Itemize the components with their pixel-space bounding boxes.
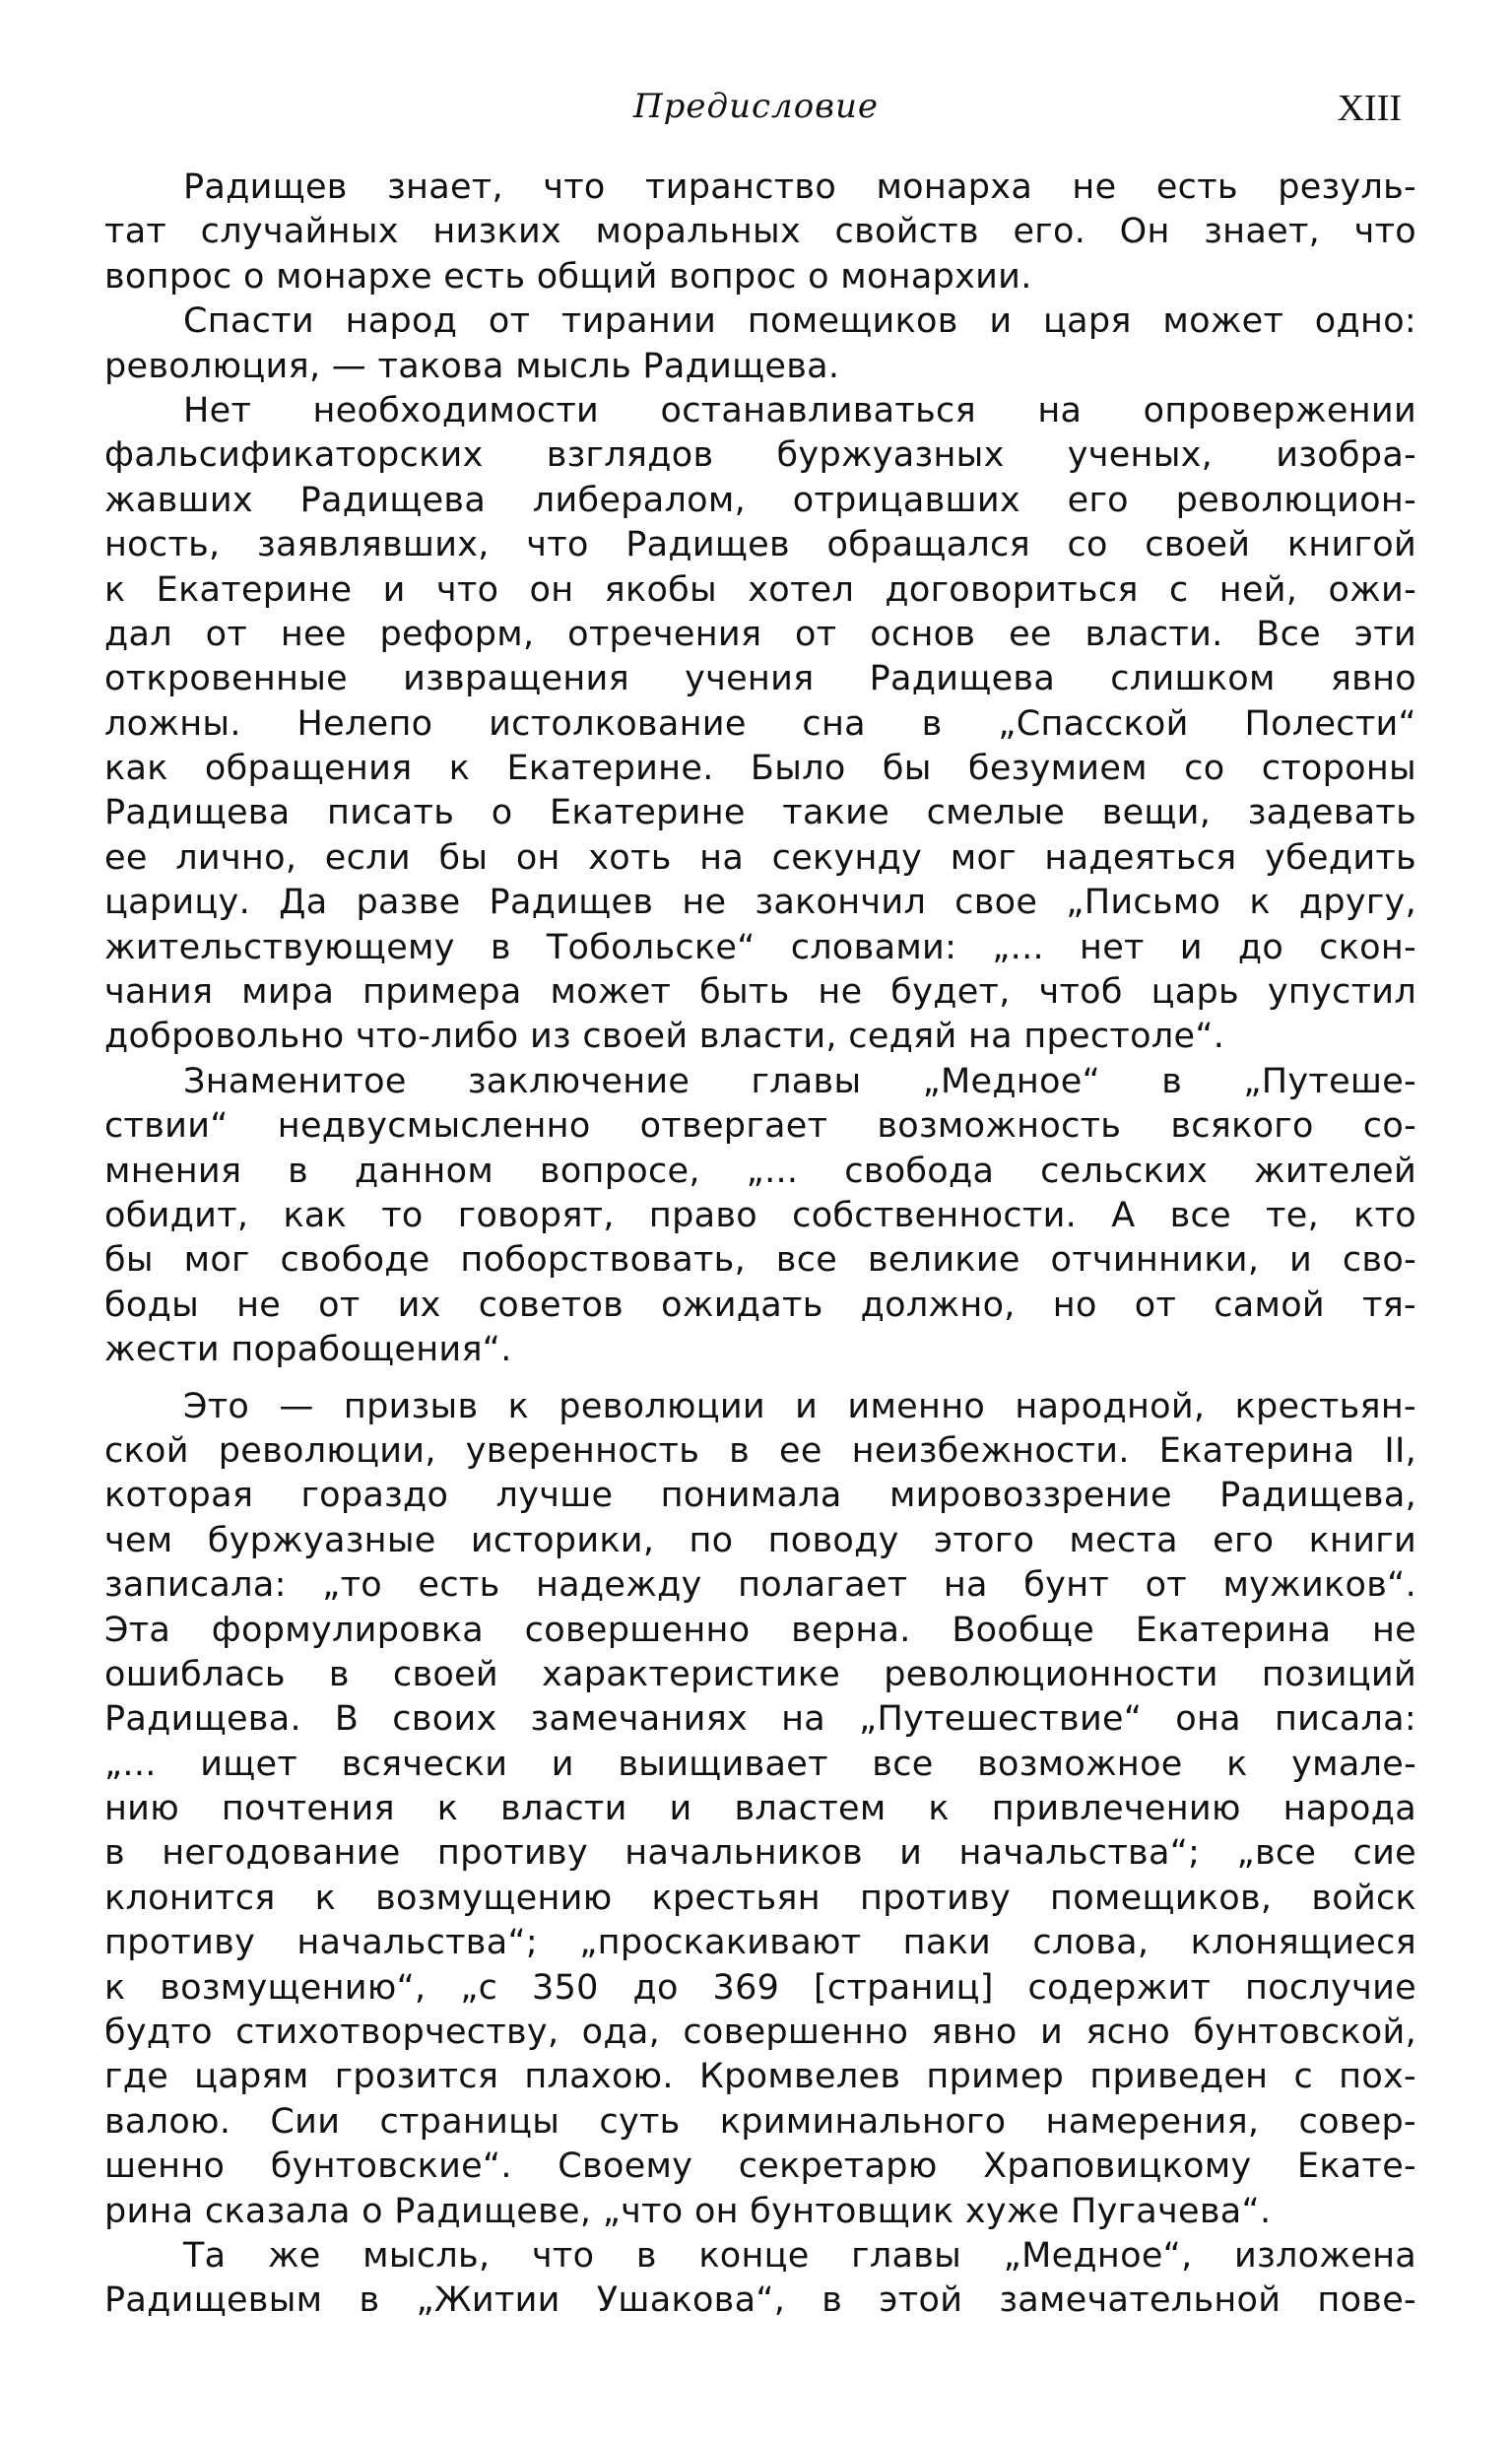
page-body	[104, 165, 1416, 2324]
text-line: ее лично, если бы он хоть на секунду мог надеяться убедить	[104, 837, 1416, 878]
paragraph	[104, 165, 1416, 299]
text-line: записала: „то есть надежду полагает на бунт от мужиков“.	[104, 1565, 1416, 1606]
text-line: которая гораздо лучше понимала мировоззрение Радищева,	[104, 1476, 1416, 1516]
text-line: царицу. Да разве Радищев не закончил свое „Письмо к другу,	[104, 883, 1416, 923]
text-line: ность, заявлявших, что Радищев обращался со своей книгой	[104, 525, 1416, 565]
running-title: Предисловие	[633, 87, 879, 126]
text-line: чем буржуазные историки, по поводу этого места его книги	[104, 1520, 1416, 1560]
text-line: Радищев знает, что тиранство монарха не есть резуль-	[183, 167, 1416, 207]
text-line: Та же мысль, что в конце главы „Медное“, изложена	[183, 2235, 1416, 2276]
text-line: нию почтения к власти и властем к привлечению народа	[104, 1789, 1416, 1829]
text-line: Радищева писать о Екатерине такие смелые вещи, задевать	[104, 793, 1416, 833]
text-line: Радищева. В своих замечаниях на „Путешествие“ она писала:	[104, 1699, 1416, 1740]
text-line: Спасти народ от тирании помещиков и царя может одно:	[183, 301, 1416, 342]
page-number: XIII	[1337, 88, 1402, 129]
text-line: Это — призыв к революции и именно народной, крестьян-	[183, 1386, 1416, 1426]
paragraph	[104, 1060, 1416, 1373]
text-line: ошиблась в своей характеристике революционности позиций	[104, 1654, 1416, 1694]
text-line: Знаменитое заключение главы „Медное“ в „Путеше-	[183, 1061, 1416, 1101]
text-line: дал от нее реформ, отречения от основ ее власти. Все эти	[104, 614, 1416, 654]
text-line: ложны. Нелепо истолкование сна в „Спасской Полести“	[104, 703, 1416, 744]
text-line: обидит, как то говорят, право собственности. А все те, кто	[104, 1195, 1416, 1235]
text-line: откровенные извращения учения Радищева слишком явно	[104, 659, 1416, 699]
text-line: бы мог свободе поборствовать, все великие отчинники, и сво-	[104, 1240, 1416, 1281]
text-line: в негодование противу начальников и начальства“; „все сие	[104, 1833, 1416, 1874]
text-line: ствии“ недвусмысленно отвергает возможность всякого со-	[104, 1106, 1416, 1147]
text-line: вопрос о монархе есть общий вопрос о монархии.	[104, 256, 1032, 297]
text-line: жести порабощения“.	[104, 1330, 512, 1370]
paragraph	[104, 1385, 1416, 2234]
text-line: будто стихотворчеству, ода, совершенно явно и ясно бунтовской,	[104, 2013, 1416, 2053]
text-line: революция, — такова мысль Радищева.	[104, 346, 840, 386]
text-line: Радищевым в „Житии Ушакова“, в этой замечательной пове-	[104, 2280, 1416, 2321]
text-line: жавших Радищева либералом, отрицавших его революцион-	[104, 480, 1416, 520]
text-line: клонится к возмущению крестьян противу помещиков, войск	[104, 1878, 1416, 1918]
text-line: тат случайных низких моральных свойств его. Он знает, что	[104, 212, 1416, 252]
text-line: где царям грозится плахою. Кромвелев пример приведен с пох-	[104, 2057, 1416, 2097]
text-line: как обращения к Екатерине. Было бы безумием со стороны	[104, 749, 1416, 789]
text-line: шенно бунтовские“. Своему секретарю Храповицкому Екате-	[104, 2146, 1416, 2187]
text-line: рина сказала о Радищеве, „что он бунтовщик хуже Пугачева“.	[104, 2191, 1272, 2231]
text-line: противу начальства“; „проскакивают паки слова, клонящиеся	[104, 1923, 1416, 1963]
text-line: фальсификаторских взглядов буржуазных ученых, изобра-	[104, 435, 1416, 476]
paragraph	[104, 2234, 1416, 2324]
text-line: валою. Сии страницы суть криминального намерения, совер-	[104, 2101, 1416, 2142]
text-line: добровольно что-либо из своей власти, седяй на престоле“.	[104, 1017, 1225, 1057]
paragraph	[104, 299, 1416, 389]
paragraph-gap	[104, 1373, 1416, 1385]
text-line: „... ищет всячески и выищивает все возможное к умале-	[104, 1744, 1416, 1784]
text-line: мнения в данном вопросе, „... свобода сельских жителей	[104, 1151, 1416, 1191]
text-line: к Екатерине и что он якобы хотел договориться с ней, ожи-	[104, 569, 1416, 610]
text-line: Эта формулировка совершенно верна. Вообще Екатерина не	[104, 1610, 1416, 1650]
text-line: жительствующему в Тобольске“ словами: „... нет и до скон-	[104, 927, 1416, 967]
text-line: чания мира примера может быть не будет, чтоб царь упустил	[104, 972, 1416, 1013]
text-line: боды не от их советов ожидать должно, но от самой тя-	[104, 1285, 1416, 1325]
paragraph	[104, 389, 1416, 1060]
text-line: к возмущению“, „с 350 до 369 [страниц] содержит послучие	[104, 1967, 1416, 2008]
text-line: ской революции, уверенность в ее неизбежности. Екатерина II,	[104, 1430, 1416, 1471]
text-line: Нет необходимости останавливаться на опровержении	[183, 390, 1416, 430]
page-header	[0, 87, 1512, 146]
